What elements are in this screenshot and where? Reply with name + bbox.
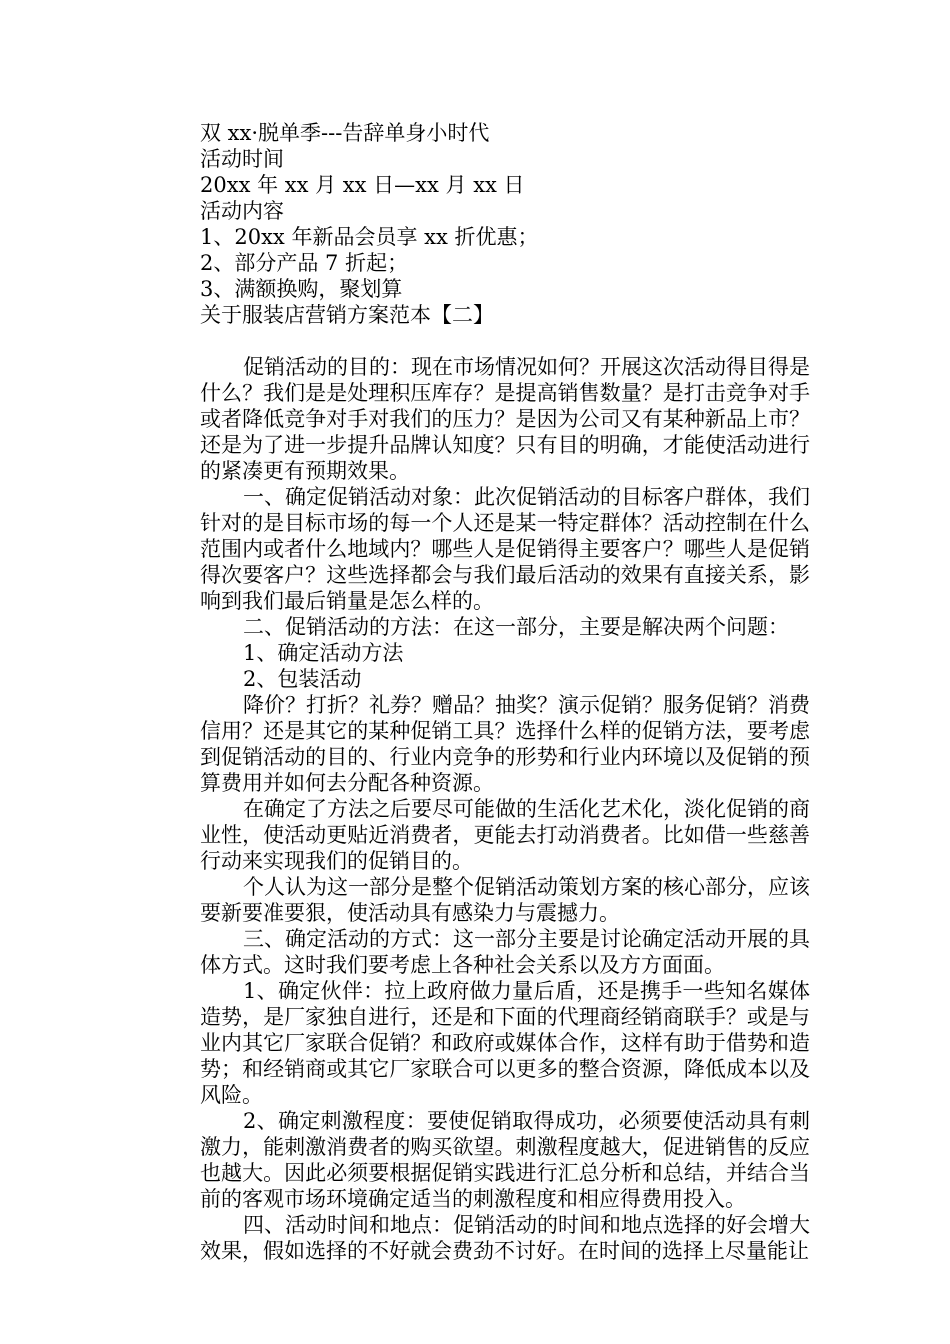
event-content-item-3: 3、满额换购，聚划算 bbox=[200, 277, 403, 301]
document-content bbox=[200, 120, 810, 1264]
blank-line bbox=[200, 328, 810, 354]
paragraph-activity-mode: 三、确定活动的方式：这一部分主要是讨论确定活动开展的具体方式。这时我们要考虑上各种社会关系以及方方面面。 bbox=[200, 927, 810, 977]
event-time-heading: 活动时间 bbox=[200, 147, 284, 171]
event-time-range: 20xx 年 xx 月 xx 日—xx 月 xx 日 bbox=[200, 173, 525, 197]
paragraph-stimulus: 2、确定刺激程度：要使促销取得成功，必须要使活动具有刺激力，能刺激消费者的购买欲望。刺激程度越大，促进销售的反应也越大。因此必须要根据促销实践进行汇总分析和总结，并结合当前的客观市场环境确定适当的刺激程度和相应得费用投入。 bbox=[200, 1109, 810, 1211]
paragraph-target-audience: 一、确定促销活动对象：此次促销活动的目标客户群体，我们针对的是目标市场的每一个人还是某一特定群体？活动控制在什么范围内或者什么地域内？哪些人是促销得主要客户？哪些人是促销得次要客户？这些选择都会与我们最后活动的效果有直接关系，影响到我们最后销量是怎么样的。 bbox=[200, 485, 810, 613]
event-content-item-1: 1、20xx 年新品会员享 xx 折优惠； bbox=[200, 225, 539, 249]
paragraph-promotion-tools: 降价？打折？礼券？赠品？抽奖？演示促销？服务促销？消费信用？还是其它的某种促销工具？选择什么样的促销方法，要考虑到促销活动的目的、行业内竞争的形势和行业内环境以及促销的预算费用并如何去分配各种资源。 bbox=[200, 693, 810, 795]
paragraph-purpose: 促销活动的目的：现在市场情况如何？开展这次活动得目得是什么？我们是是处理积压库存？是提高销售数量？是打击竞争对手或者降低竞争对手对我们的压力？是因为公司又有某种新品上市？还是为了进一步提升品牌认知度？只有目的明确，才能使活动进行的紧凑更有预期效果。 bbox=[200, 355, 810, 483]
paragraph-method-heading: 二、促销活动的方法：在这一部分，主要是解决两个问题： bbox=[243, 615, 789, 639]
paragraph-core-part: 个人认为这一部分是整个促销活动策划方案的核心部分，应该要新要准要狠，使活动具有感染力与震撼力。 bbox=[200, 875, 810, 925]
paragraph-time-place: 四、活动时间和地点：促销活动的时间和地点选择的好会增大效果，假如选择的不好就会费劲不讨好。在时间的选择上尽量能让 bbox=[200, 1213, 810, 1263]
paragraph-lifestyle: 在确定了方法之后要尽可能做的生活化艺术化，淡化促销的商业性，使活动更贴近消费者，更能去打动消费者。比如借一些慈善行动来实现我们的促销目的。 bbox=[200, 797, 810, 873]
paragraph-method-item-1: 1、确定活动方法 bbox=[243, 641, 404, 665]
paragraph-partners: 1、确定伙伴：拉上政府做力量后盾，还是携手一些知名媒体造势，是厂家独自进行，还是和下面的代理商经销商联手？或是与业内其它厂家联合促销？和政府或媒体合作，这样有助于借势和造势；和经销商或其它厂家联合可以更多的整合资源，降低成本以及风险。 bbox=[200, 979, 810, 1107]
paragraph-method-item-2: 2、包装活动 bbox=[243, 667, 362, 691]
event-content-item-2: 2、部分产品 7 折起； bbox=[200, 251, 409, 275]
event-title: 双 xx·脱单季---告辞单身小时代 bbox=[200, 121, 490, 145]
event-content-heading: 活动内容 bbox=[200, 199, 284, 223]
section-title: 关于服装店营销方案范本【二】 bbox=[200, 303, 494, 327]
